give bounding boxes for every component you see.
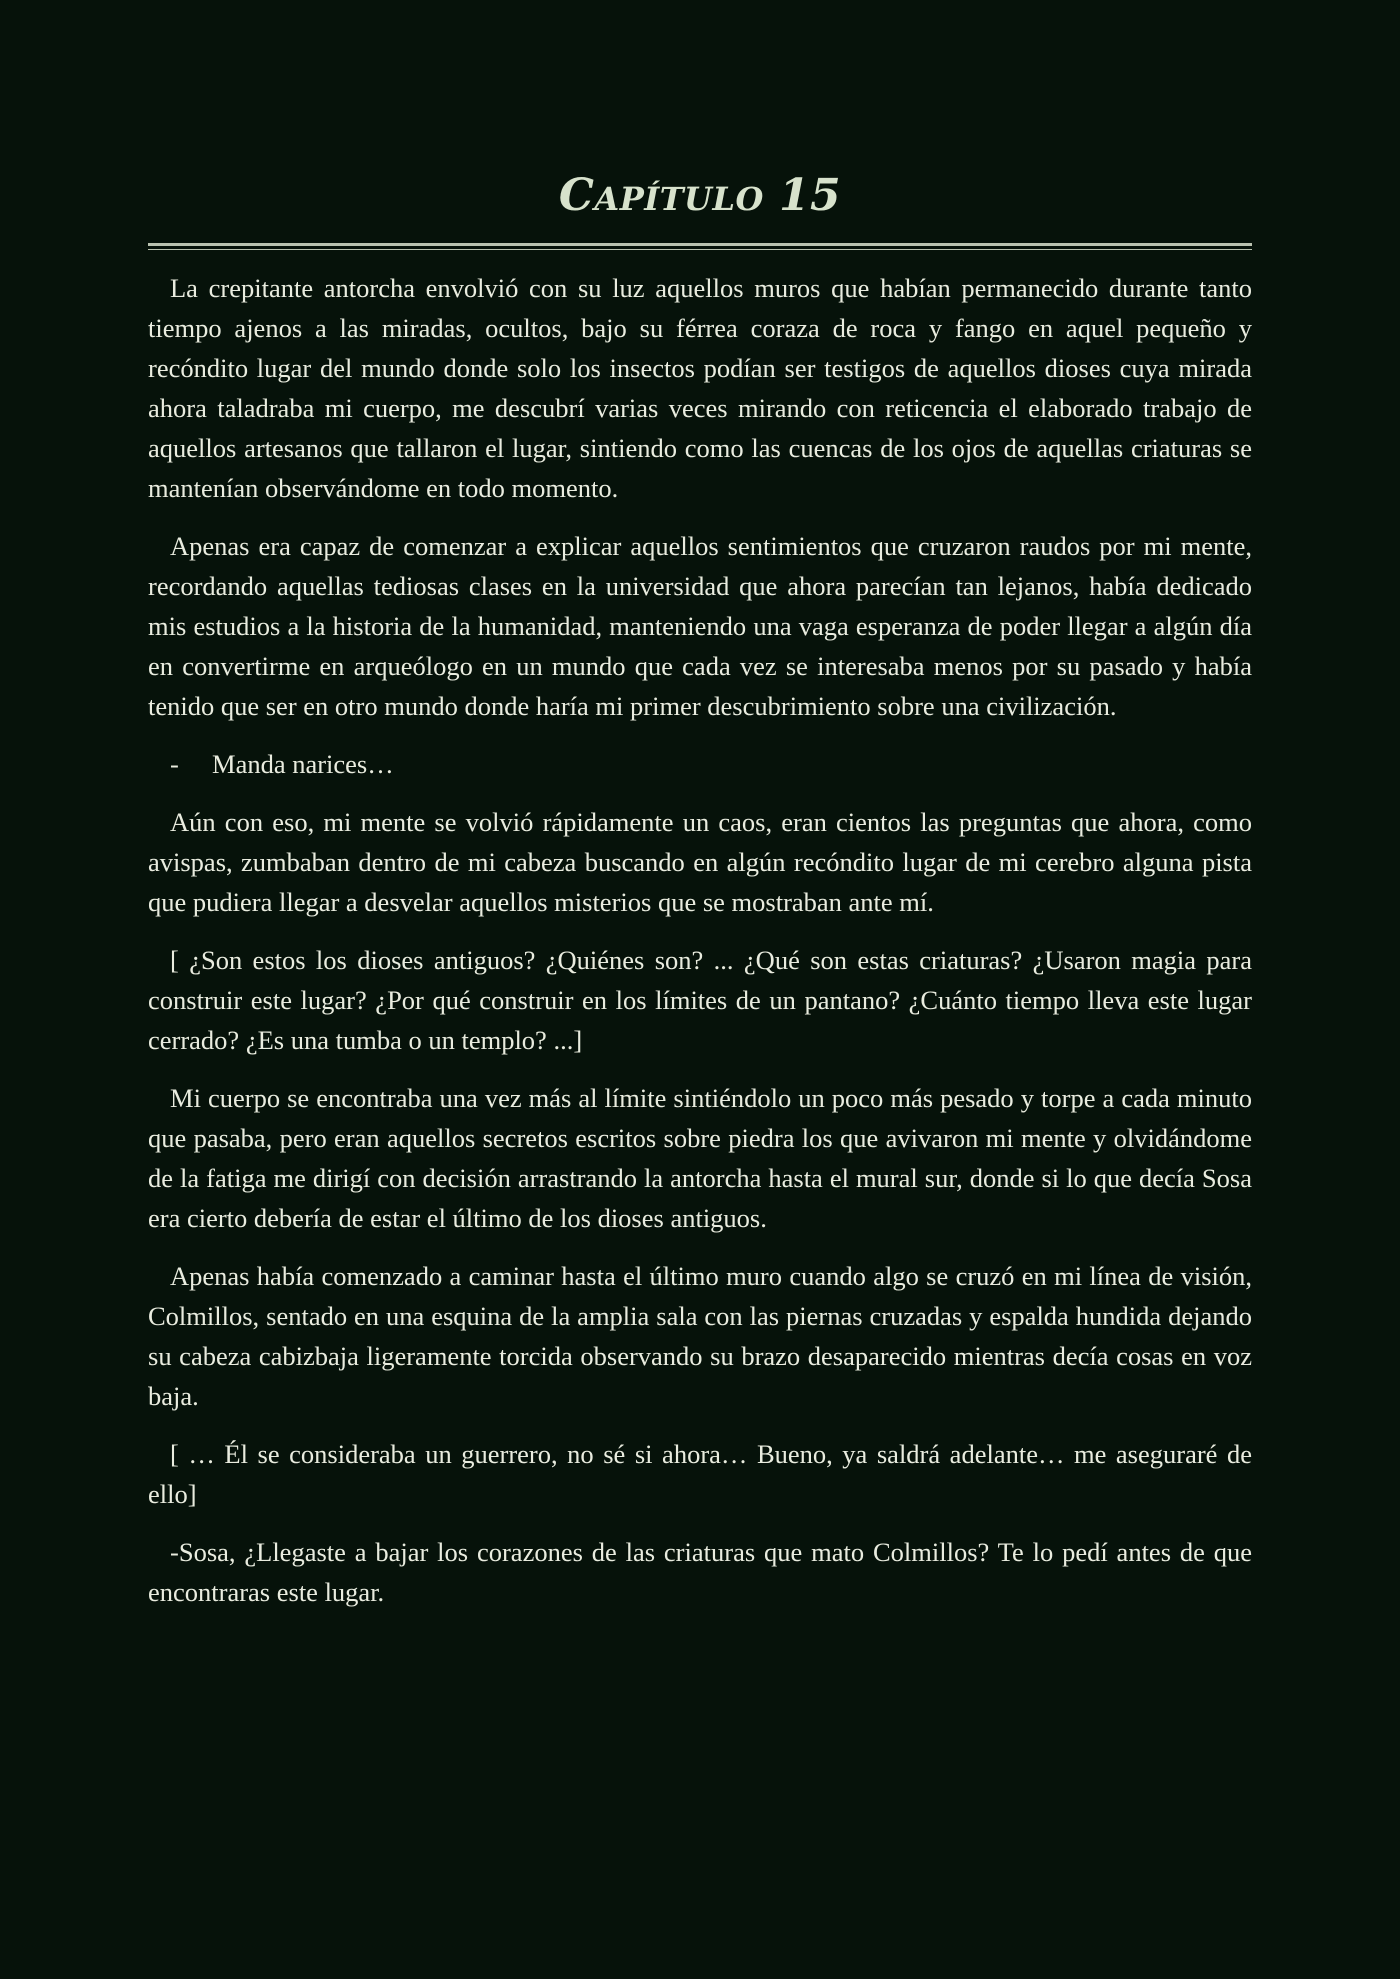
paragraph: Aún con eso, mi mente se volvió rápidamente un caos, eran cientos las preguntas que ahora, como avispas, zumbaban dentro de mi cabeza buscando en algún recóndito lugar de mi cerebro alguna pista que pudiera llegar a desvelar aquellos misterios que se mostraban ante mí. <box>148 807 1252 917</box>
dialogue-text: Manda narices… <box>212 749 394 779</box>
book-page <box>148 168 1252 1630</box>
chapter-title-word: APÍTULO <box>594 180 764 218</box>
paragraph: Mi cuerpo se encontraba una vez más al límite sintiéndolo un poco más pesado y torpe a cada minuto que pasaba, pero eran aquellos secretos escritos sobre piedra los que avivaron mi mente y olvidándome de la fatiga me dirigí con decisión arrastrando la antorcha hasta el mural sur, donde si lo que decía Sosa era cierto debería de estar el último de los dioses antiguos. <box>148 1083 1252 1233</box>
thought-paragraph: [ ¿Son estos los dioses antiguos? ¿Quiénes son? ... ¿Qué son estas criaturas? ¿Usaron magia para construir este lugar? ¿Por qué construir en los límites de un pantano? ¿Cuánto tiempo lleva este lugar cerrado? ¿Es una tumba o un templo? ...] <box>148 945 1252 1055</box>
paragraph: Apenas era capaz de comenzar a explicar aquellos sentimientos que cruzaron raudos por mi mente, recordando aquellas tediosas clases en la universidad que ahora parecían tan lejanos, había dedicado mis estudios a la historia de la humanidad, manteniendo una vaga esperanza de poder llegar a algún día en convertirme en arqueólogo en un mundo que cada vez se interesaba menos por su pasado y había tenido que ser en otro mundo donde haría mi primer descubrimiento sobre una civilización. <box>148 531 1252 721</box>
paragraph: La crepitante antorcha envolvió con su luz aquellos muros que habían permanecido durante tanto tiempo ajenos a las miradas, ocultos, bajo su férrea coraza de roca y fango en aquel pequeño y recóndito lugar del mundo donde solo los insectos podían ser testigos de aquellos dioses cuya mirada ahora taladraba mi cuerpo, me descubrí varias veces mirando con reticencia el elaborado trabajo de aquellos artesanos que tallaron el lugar, sintiendo como las cuencas de los ojos de aquellas criaturas se mantenían observándome en todo momento. <box>148 273 1252 503</box>
chapter-title <box>148 168 1252 227</box>
title-divider <box>148 243 1252 246</box>
chapter-number: 15 <box>778 170 842 221</box>
dialogue-paragraph: -Sosa, ¿Llegaste a bajar los corazones de las criaturas que mato Colmillos? Te lo pedí antes de que encontraras este lugar. <box>148 1537 1252 1607</box>
chapter-title-initial: C <box>558 170 595 221</box>
chapter-body <box>148 268 1252 1612</box>
dialogue-dash: - <box>170 749 179 779</box>
paragraph: Apenas había comenzado a caminar hasta el último muro cuando algo se cruzó en mi línea de visión, Colmillos, sentado en una esquina de la amplia sala con las piernas cruzadas y espalda hundida dejando su cabeza cabizbaja ligeramente torcida observando su brazo desaparecido mientras decía cosas en voz baja. <box>148 1261 1252 1411</box>
dialogue-line <box>148 744 1252 784</box>
thought-paragraph: [ … Él se consideraba un guerrero, no sé si ahora… Bueno, ya saldrá adelante… me aseguraré de ello] <box>148 1439 1252 1509</box>
